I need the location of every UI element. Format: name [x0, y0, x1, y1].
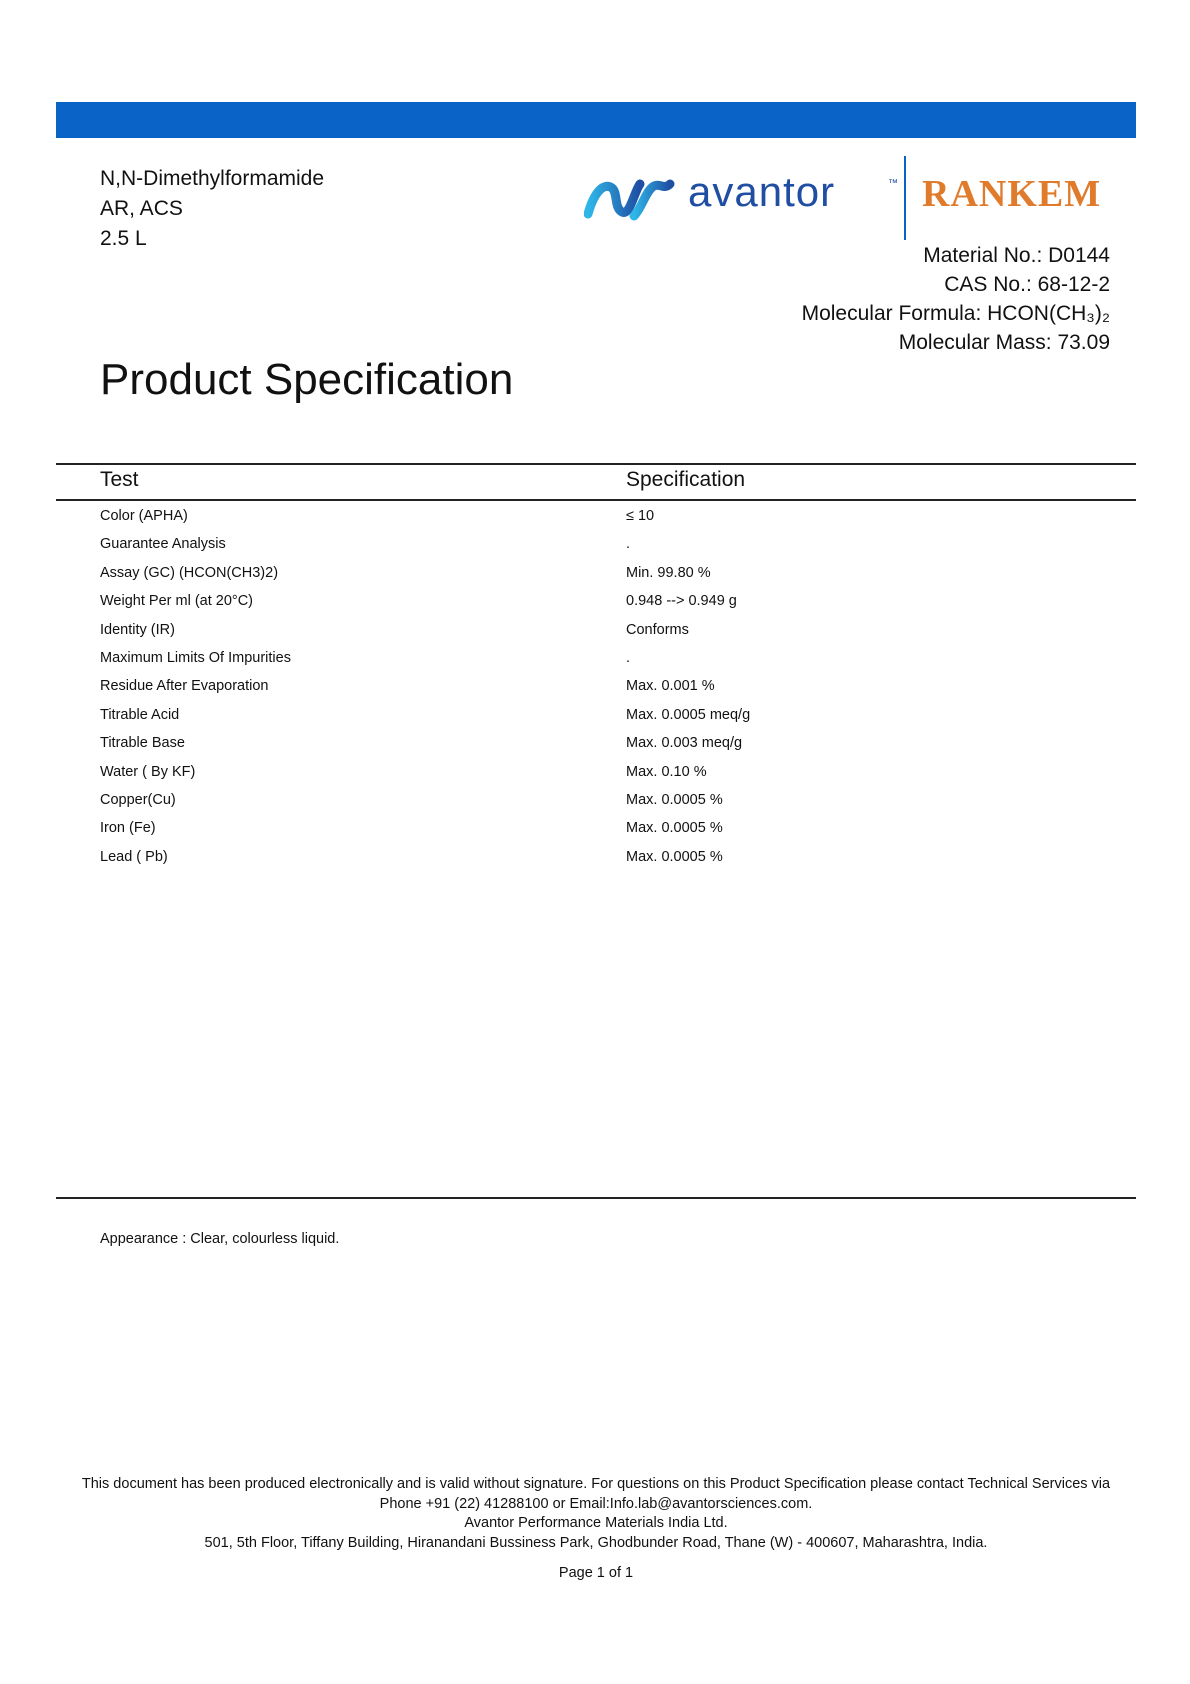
test-name: Weight Per ml (at 20°C) [100, 593, 253, 610]
cas-number: CAS No.: 68-12-2 [944, 273, 1110, 296]
appearance-note: Appearance : Clear, colourless liquid. [100, 1231, 340, 1247]
product-name: N,N-Dimethylformamide [100, 167, 325, 190]
table-row [56, 845, 1136, 873]
footer-contact: Phone +91 (22) 41288100 or Email:Info.lab@avantorsciences.com. [379, 1495, 813, 1512]
spec-value: ≤ 10 [626, 508, 655, 524]
logo-divider [904, 156, 906, 240]
spec-value: Max. 0.0005 % [626, 848, 723, 865]
table-row [56, 561, 1136, 589]
test-name: Copper(Cu) [100, 791, 176, 808]
table-header-rule [56, 499, 1136, 501]
table-row [56, 589, 1136, 617]
spec-value: Max. 0.003 meq/g [626, 735, 743, 752]
test-name: Assay (GC) (HCON(CH3)2) [100, 564, 279, 581]
table-bottom-rule [56, 1197, 1136, 1199]
material-info [802, 241, 1110, 357]
test-name: Guarantee Analysis [100, 536, 226, 553]
table-row [56, 816, 1136, 844]
table-row [56, 646, 1136, 674]
page-number: Page 1 of 1 [558, 1565, 634, 1581]
material-number: Material No.: D0144 [923, 244, 1110, 267]
footer [56, 1475, 1136, 1553]
table-row [56, 674, 1136, 702]
spec-value: Max. 0.0005 % [626, 791, 723, 808]
test-name: Lead ( Pb) [100, 848, 168, 865]
test-name: Residue After Evaporation [100, 678, 269, 695]
footer-disclaimer: This document has been produced electronically and is valid without signature. For questions on this Product Specification please contact Technical Services via [81, 1476, 1111, 1492]
table-row [56, 788, 1136, 816]
test-name: Iron (Fe) [100, 820, 156, 837]
footer-company: Avantor Performance Materials India Ltd. [464, 1515, 728, 1531]
brand-logo [584, 154, 1114, 240]
spec-value: Max. 0.001 % [626, 678, 715, 695]
header-specification: Specification [626, 468, 746, 491]
table-row [56, 703, 1136, 731]
header-color-bar [56, 102, 1136, 138]
molecular-formula: Molecular Formula: HCON(CH₃)₂ [801, 302, 1110, 325]
test-name: Color (APHA) [100, 508, 188, 524]
test-name: Titrable Acid [100, 706, 180, 723]
avantor-wordmark: avantor [688, 168, 836, 215]
spec-value: Max. 0.0005 % [626, 820, 723, 837]
table-row [56, 618, 1136, 646]
table-header [56, 466, 1136, 500]
spec-value: . [626, 536, 631, 553]
product-info [100, 164, 324, 254]
table-row [56, 532, 1136, 560]
test-name: Water ( By KF) [100, 763, 196, 780]
avantor-swoosh-icon [584, 172, 684, 232]
spec-value: . [626, 649, 631, 666]
spec-value: Max. 0.0005 meq/g [626, 706, 751, 723]
product-grade: AR, ACS [100, 197, 183, 220]
test-name: Titrable Base [100, 735, 185, 752]
spec-table-body [56, 504, 1136, 873]
table-row [56, 731, 1136, 759]
spec-value: Conforms [626, 621, 689, 638]
spec-value: 0.948 --> 0.949 g [626, 593, 737, 610]
table-row [56, 760, 1136, 788]
page-title: Product Specification [100, 355, 514, 404]
product-size: 2.5 L [100, 227, 147, 250]
header-test: Test [100, 468, 139, 491]
test-name: Maximum Limits Of Impurities [100, 649, 291, 666]
spec-value: Max. 0.10 % [626, 763, 707, 780]
test-name: Identity (IR) [100, 621, 175, 638]
footer-address: 501, 5th Floor, Tiffany Building, Hiranandani Bussiness Park, Ghodbunder Road, Thane (W) - 400607, Maharashtra, India. [204, 1534, 988, 1551]
rankem-wordmark: RANKEM [922, 173, 1102, 215]
trademark-symbol: ™ [888, 178, 898, 189]
molecular-mass: Molecular Mass: 73.09 [898, 331, 1110, 354]
table-top-rule [56, 463, 1136, 465]
table-row [56, 504, 1136, 532]
spec-value: Min. 99.80 % [626, 564, 711, 581]
